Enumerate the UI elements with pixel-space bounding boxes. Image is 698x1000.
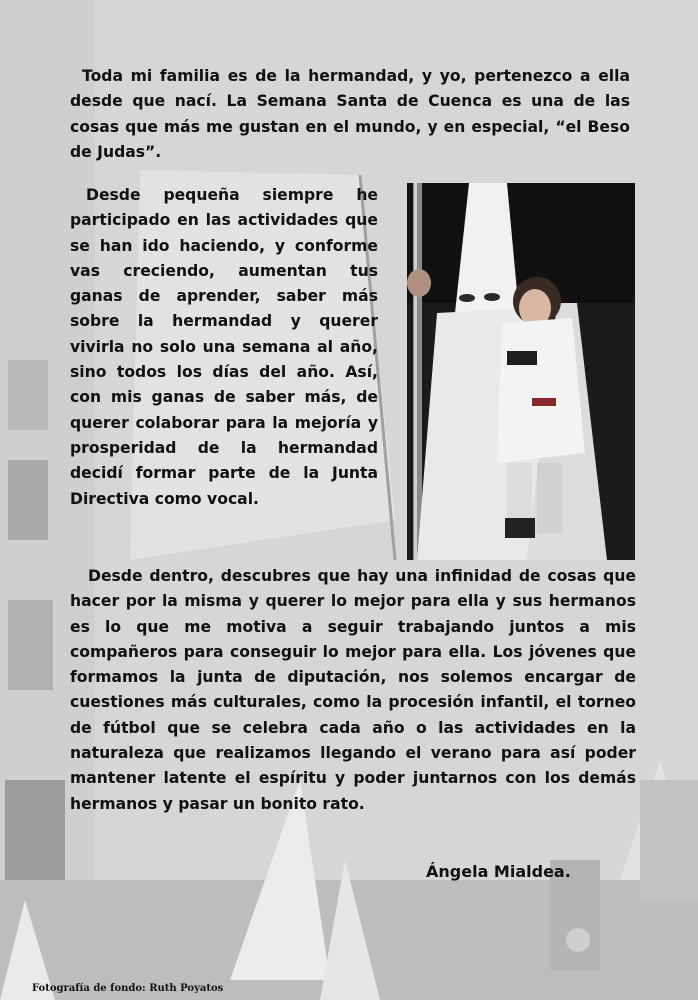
board-paragraph: Desde dentro, descubres que hay una infinidad de cosas que hacer por la misma y querer lo mejor para ella y sus hermanos es lo que me motiva a seguir trabajando juntos a mis compañeros para conseguir lo mejor para ella. Los jóvenes que formamos la junta de diputación, nos solemos encargar de cuestiones más culturales, como la procesión infantil, el torneo de fútbol que se celebra cada año o las actividades en la naturaleza que realizamos llegando el verano para así poder mantener latente el espíritu y poder juntarnos con los demás hermanos y pasar un bonito rato.: [70, 567, 636, 813]
intro-paragraph: Toda mi familia es de la hermandad, y yo, pertenezco a ella desde que nací. La Semana Santa de Cuenca es una de las cosas que más me gustan en el mundo, y en especial, “el Beso de Judas”.: [70, 67, 630, 161]
nazarenos-photo: [407, 183, 635, 560]
childhood-paragraph: Desde pequeña siempre he participado en las actividades que se han ido haciendo, y conforme vas creciendo, aumentan tus ganas de aprender, saber más sobre la hermandad y querer vivirla no solo una semana al año, sino todos los días del año. Así, con mis ganas de saber más, de querer colaborar para la mejoría y prosperidad de la hermandad decidí formar parte de la Junta Directiva como vocal.: [70, 186, 378, 508]
photo-credit: Fotografía de fondo: Ruth Poyatos: [32, 983, 224, 994]
author-signature: Ángela Mialdea.: [426, 862, 571, 881]
